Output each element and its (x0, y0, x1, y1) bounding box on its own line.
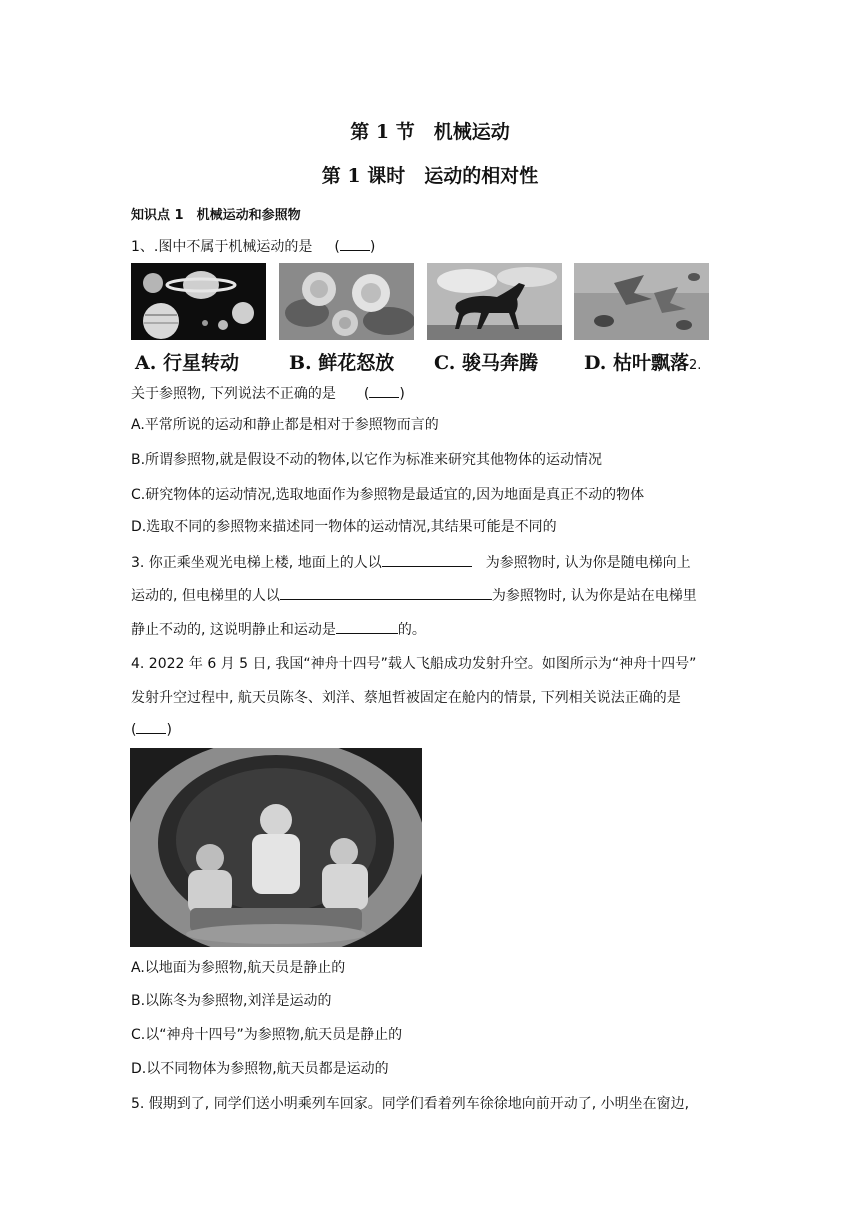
answer-blank[interactable] (136, 719, 166, 734)
option-c-label: C. 骏马奔腾 (434, 352, 539, 374)
question-2-option-a: A.平常所说的运动和静止都是相对于参照物而言的 (131, 417, 439, 433)
astronauts-cabin-image (130, 748, 422, 947)
answer-blank[interactable] (369, 383, 399, 398)
answer-blank[interactable] (280, 585, 492, 600)
planets-image (131, 263, 266, 340)
answer-blank[interactable] (340, 236, 370, 251)
knowledge-point-heading: 知识点 1 机械运动和参照物 (131, 208, 301, 223)
question-2-number: 2. (689, 358, 702, 373)
option-b-label: B. 鲜花怒放 (289, 352, 395, 374)
question-4-paren: ( ) (131, 719, 172, 740)
lesson-title: 第 1 课时 运动的相对性 (321, 165, 539, 187)
roses-image (279, 263, 414, 340)
falling-leaves-image (574, 263, 709, 340)
question-2-stem: 关于参照物, 下列说法不正确的是 ( ) (131, 383, 405, 404)
option-d-label: D. 枯叶飘落2. (584, 352, 702, 374)
option-a-label: A. 行星转动 (135, 352, 239, 374)
horse-image (427, 263, 562, 340)
question-3-line-1: 3. 你正乘坐观光电梯上楼, 地面上的人以 为参照物时, 认为你是随电梯向上 (131, 552, 691, 573)
section-title: 第 1 节 机械运动 (350, 121, 510, 143)
question-4-option-c: C.以“神舟十四号”为参照物,航天员是静止的 (131, 1027, 403, 1043)
question-3-line-3: 静止不动的, 这说明静止和运动是 的。 (131, 619, 426, 640)
question-3-line-2: 运动的, 但电梯里的人以 为参照物时, 认为你是站在电梯里 (131, 585, 697, 606)
question-2-option-c: C.研究物体的运动情况,选取地面作为参照物是最适宜的,因为地面是真正不动的物体 (131, 487, 645, 503)
question-1-stem: 1、.图中不属于机械运动的是 ( ) (131, 236, 375, 257)
answer-blank[interactable] (336, 619, 398, 634)
question-4-line-2: 发射升空过程中, 航天员陈冬、刘洋、蔡旭哲被固定在舱内的情景, 下列相关说法正确的是 (131, 690, 681, 706)
question-4-option-d: D.以不同物体为参照物,航天员都是运动的 (131, 1061, 389, 1077)
question-5-line-1: 5. 假期到了, 同学们送小明乘列车回家。同学们看着列车徐徐地向前开动了, 小明坐在窗边, (131, 1096, 690, 1112)
question-4-option-b: B.以陈冬为参照物,刘洋是运动的 (131, 993, 332, 1009)
question-2-option-b: B.所谓参照物,就是假设不动的物体,以它作为标准来研究其他物体的运动情况 (131, 452, 602, 468)
question-4-option-a: A.以地面为参照物,航天员是静止的 (131, 960, 346, 976)
question-2-option-d: D.选取不同的参照物来描述同一物体的运动情况,其结果可能是不同的 (131, 519, 557, 535)
answer-blank[interactable] (382, 552, 472, 567)
question-4-line-1: 4. 2022 年 6 月 5 日, 我国“神舟十四号”载人飞船成功发射升空。如图所示为“神舟十四号” (131, 656, 697, 672)
